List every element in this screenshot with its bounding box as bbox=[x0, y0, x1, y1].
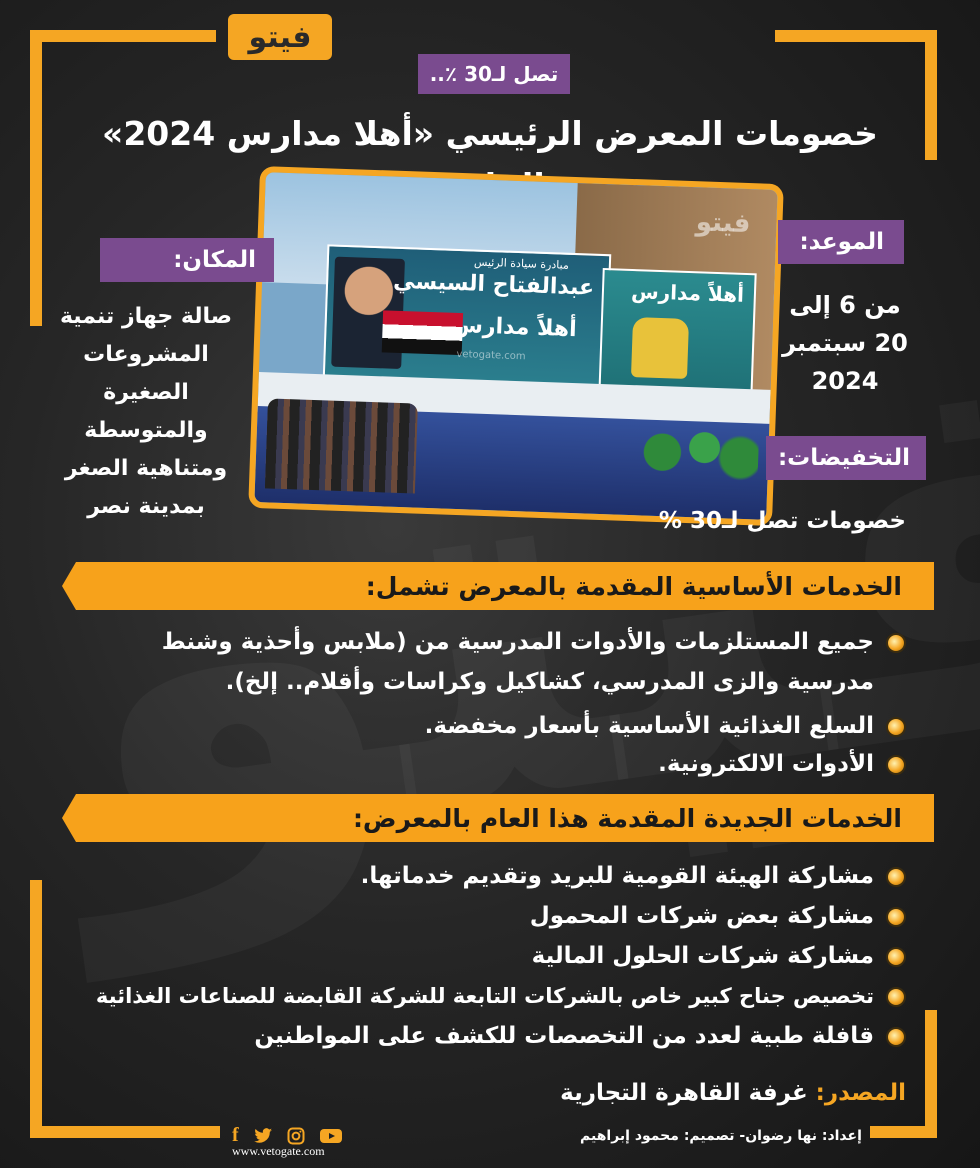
basic-service-text: الأدوات الالكترونية. bbox=[658, 751, 874, 777]
twitter-icon[interactable] bbox=[253, 1127, 273, 1145]
basic-service-line: جميع المستلزمات والأدوات المدرسية من (ملابس وأحذية وشنط bbox=[161, 629, 874, 655]
bullet-icon bbox=[886, 1027, 906, 1047]
date-line: 20 سبتمبر bbox=[782, 329, 908, 357]
banner-site-watermark: vetogate.com bbox=[456, 348, 526, 363]
discount-tag: تصل لـ30 ٪.. bbox=[418, 54, 570, 94]
bullet-icon bbox=[886, 987, 906, 1007]
frame-top-right-h bbox=[775, 30, 937, 42]
frame-bottom-right-h bbox=[870, 1126, 937, 1138]
frame-bottom-right-v bbox=[925, 1010, 937, 1138]
place-line: والمتوسطة bbox=[84, 418, 208, 443]
banner-flag bbox=[382, 310, 463, 355]
frame-top-right-v bbox=[925, 30, 937, 160]
new-service-text: مشاركة بعض شركات المحمول bbox=[529, 903, 874, 929]
source-value: غرفة القاهرة التجارية bbox=[560, 1080, 808, 1106]
basic-service-item bbox=[66, 622, 906, 702]
basic-service-text: السلع الغذائية الأساسية بأسعار مخفضة. bbox=[424, 713, 874, 739]
new-service-text: تخصيص جناح كبير خاص بالشركات التابعة للشركة القابضة للصناعات الغذائية bbox=[95, 984, 874, 1008]
bullet-icon bbox=[886, 633, 906, 653]
place-line: الصغيرة bbox=[103, 380, 189, 405]
date-line: 2024 bbox=[811, 367, 879, 395]
bullet-icon bbox=[886, 755, 906, 775]
place-line: صالة جهاز تنمية bbox=[59, 304, 233, 329]
place-line: بمدينة نصر bbox=[87, 494, 205, 519]
page-title: خصومات المعرض الرئيسي «أهلا مدارس 2024» bbox=[102, 114, 878, 153]
new-service-text: قافلة طبية لعدد من التخصصات للكشف على المواطنين bbox=[254, 1023, 874, 1049]
vetogate-logo[interactable]: فيتو bbox=[228, 14, 332, 60]
date-text bbox=[770, 286, 920, 400]
frame-top-left-h bbox=[30, 30, 216, 42]
facebook-icon[interactable]: f bbox=[232, 1124, 239, 1146]
place-line: المشروعات bbox=[83, 342, 209, 367]
credits: إعداد: نها رضوان- تصميم: محمود إبراهيم bbox=[580, 1128, 862, 1144]
frame-bottom-left-h bbox=[30, 1126, 220, 1138]
exhibition-photo bbox=[248, 166, 784, 526]
basic-service-item bbox=[425, 706, 906, 746]
basic-service-text bbox=[162, 622, 874, 702]
side-banner-text: أهلاً مدارس bbox=[630, 278, 745, 307]
frame-top-left-v bbox=[30, 30, 42, 326]
youtube-icon[interactable] bbox=[319, 1127, 343, 1145]
date-label: الموعد: bbox=[778, 220, 904, 264]
frame-bottom-left-v bbox=[30, 880, 42, 1138]
bullet-icon bbox=[886, 907, 906, 927]
source-label: المصدر: bbox=[815, 1080, 906, 1106]
banner-subtitle: مبادرة سيادة الرئيس bbox=[473, 255, 570, 272]
new-service-text: مشاركة شركات الحلول المالية bbox=[531, 943, 874, 969]
place-label: المكان: bbox=[100, 238, 274, 282]
source-line bbox=[560, 1080, 906, 1106]
new-service-item bbox=[254, 1016, 906, 1056]
discounts-label: التخفيضات: bbox=[766, 436, 926, 480]
bullet-icon bbox=[886, 867, 906, 887]
basic-service-line: مدرسية والزى المدرسي، كشاكيل وكراسات وأقلام.. إلخ). bbox=[225, 669, 874, 695]
new-service-item bbox=[361, 856, 906, 896]
photo-main-banner bbox=[323, 244, 612, 390]
new-services-heading: الخدمات الجديدة المقدمة هذا العام بالمعرض: bbox=[76, 794, 934, 842]
new-service-item bbox=[530, 896, 906, 936]
bullet-icon bbox=[886, 717, 906, 737]
photo-crowd bbox=[265, 398, 418, 493]
instagram-icon[interactable] bbox=[287, 1127, 305, 1145]
backpack-icon bbox=[631, 317, 689, 379]
photo-watermark: فيتو bbox=[695, 207, 751, 240]
basic-service-item bbox=[658, 744, 906, 784]
place-text bbox=[48, 298, 244, 526]
new-service-item bbox=[532, 936, 906, 976]
basic-services-heading: الخدمات الأساسية المقدمة بالمعرض تشمل: bbox=[76, 562, 934, 610]
discounts-value: خصومات تصل لـ30 % bbox=[658, 508, 906, 534]
banner-name: عبدالفتاح السيسي bbox=[392, 268, 595, 301]
new-service-item bbox=[96, 976, 906, 1016]
banner-event: أهلاً مدارس bbox=[452, 312, 578, 343]
bullet-icon bbox=[886, 947, 906, 967]
date-line: من 6 إلى bbox=[789, 291, 901, 319]
website-url[interactable]: www.vetogate.com bbox=[232, 1144, 325, 1158]
place-line: ومتناهية الصغر bbox=[64, 456, 228, 481]
photo-plants bbox=[637, 421, 759, 485]
new-service-text: مشاركة الهيئة القومية للبريد وتقديم خدماتها. bbox=[360, 863, 874, 889]
